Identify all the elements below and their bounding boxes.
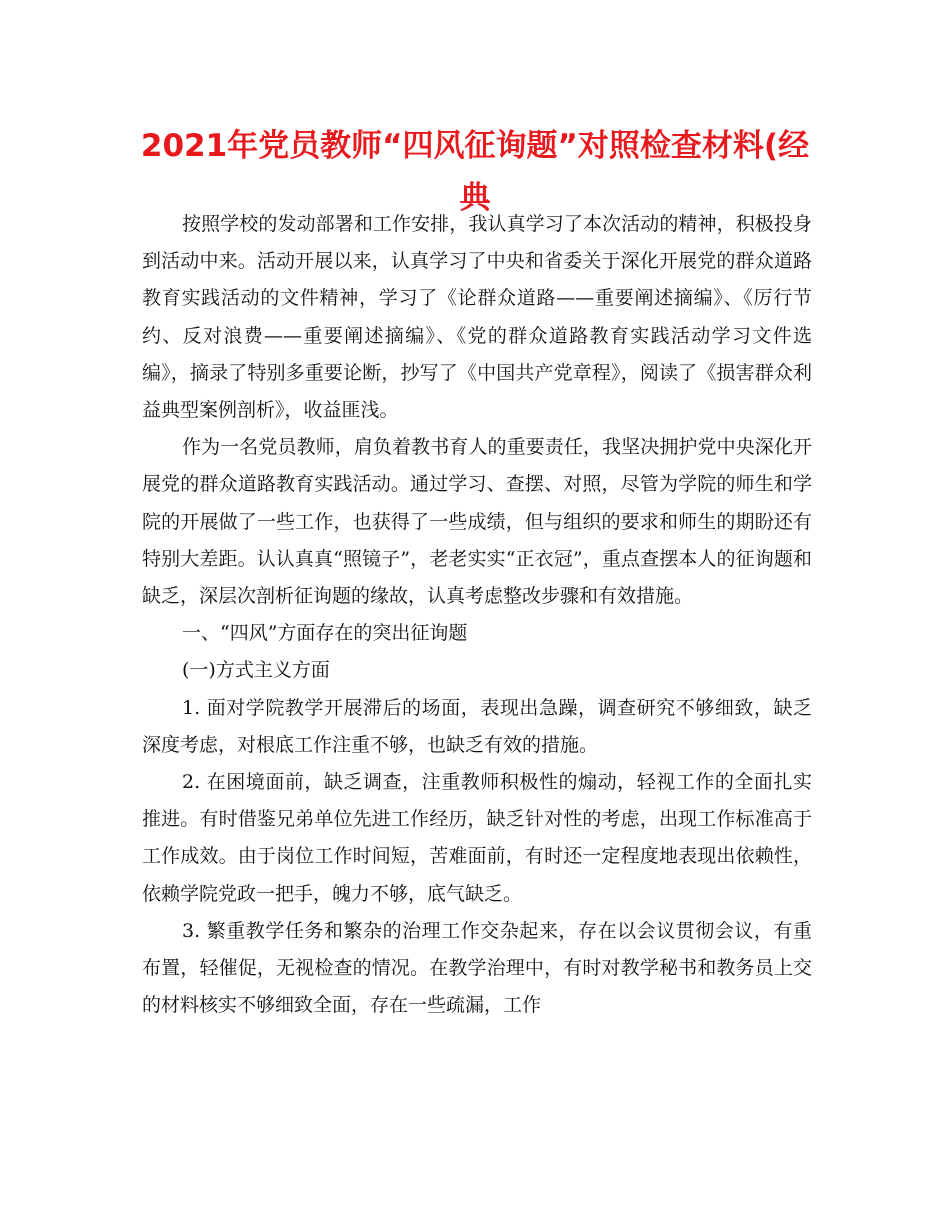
document-body bbox=[142, 206, 812, 1024]
list-item-2: 2. 在困境面前，缺乏调查，注重教师积极性的煽动，轻视工作的全面扎实推进。有时借鉴兄弟单位先进工作经历，缺乏针对性的考虑，出现工作标准高于工作成效。由于岗位工作时间短，苦难面前，有时还一定程度地表现出依赖性，依赖学院党政一把手，魄力不够，底气缺乏。 bbox=[142, 771, 812, 905]
document-title: 2021年党员教师“四风征询题”对照检查材料(经典 bbox=[140, 128, 810, 216]
list-item-3: 3. 繁重教学任务和繁杂的治理工作交杂起来，存在以会议贯彻会议，有重布置，轻催促，无视检查的情况。在教学治理中，有时对教学秘书和教务员上交的材料核实不够细致全面，存在一些疏漏，工作 bbox=[142, 919, 812, 1017]
list-item-1: 1. 面对学院教学开展滞后的场面，表现出急躁，调查研究不够细致，缺乏深度考虑，对根底工作注重不够，也缺乏有效的措施。 bbox=[142, 696, 812, 756]
paragraph-responsibility: 作为一名党员教师，肩负着教书育人的重要责任，我坚决拥护党中央深化开展党的群众道路教育实践活动。通过学习、查摆、对照，尽管为学院的师生和学院的开展做了一些工作，也获得了一些成绩，但与组织的要求和师生的期盼还有特别大差距。认认真真“照镜子”，老老实实“正衣冠”，重点查摆本人的征询题和缺乏，深层次剖析征询题的缘故，认真考虑整改步骤和有效措施。 bbox=[142, 436, 812, 608]
paragraph-intro: 按照学校的发动部署和工作安排，我认真学习了本次活动的精神，积极投身到活动中来。活动开展以来，认真学习了中央和省委关于深化开展党的群众道路教育实践活动的文件精神，学习了《论群众道路——重要阐述摘编》、《厉行节约、反对浪费——重要阐述摘编》、《党的群众道路教育实践活动学习文件选编》，摘录了特别多重要论断，抄写了《中国共产党章程》，阅读了《损害群众利益典型案例剖析》，收益匪浅。 bbox=[142, 213, 812, 422]
subsection-heading-formalism: (一)方式主义方面 bbox=[182, 659, 330, 682]
section-heading-four-winds: 一、“四风”方面存在的突出征询题 bbox=[182, 622, 468, 645]
